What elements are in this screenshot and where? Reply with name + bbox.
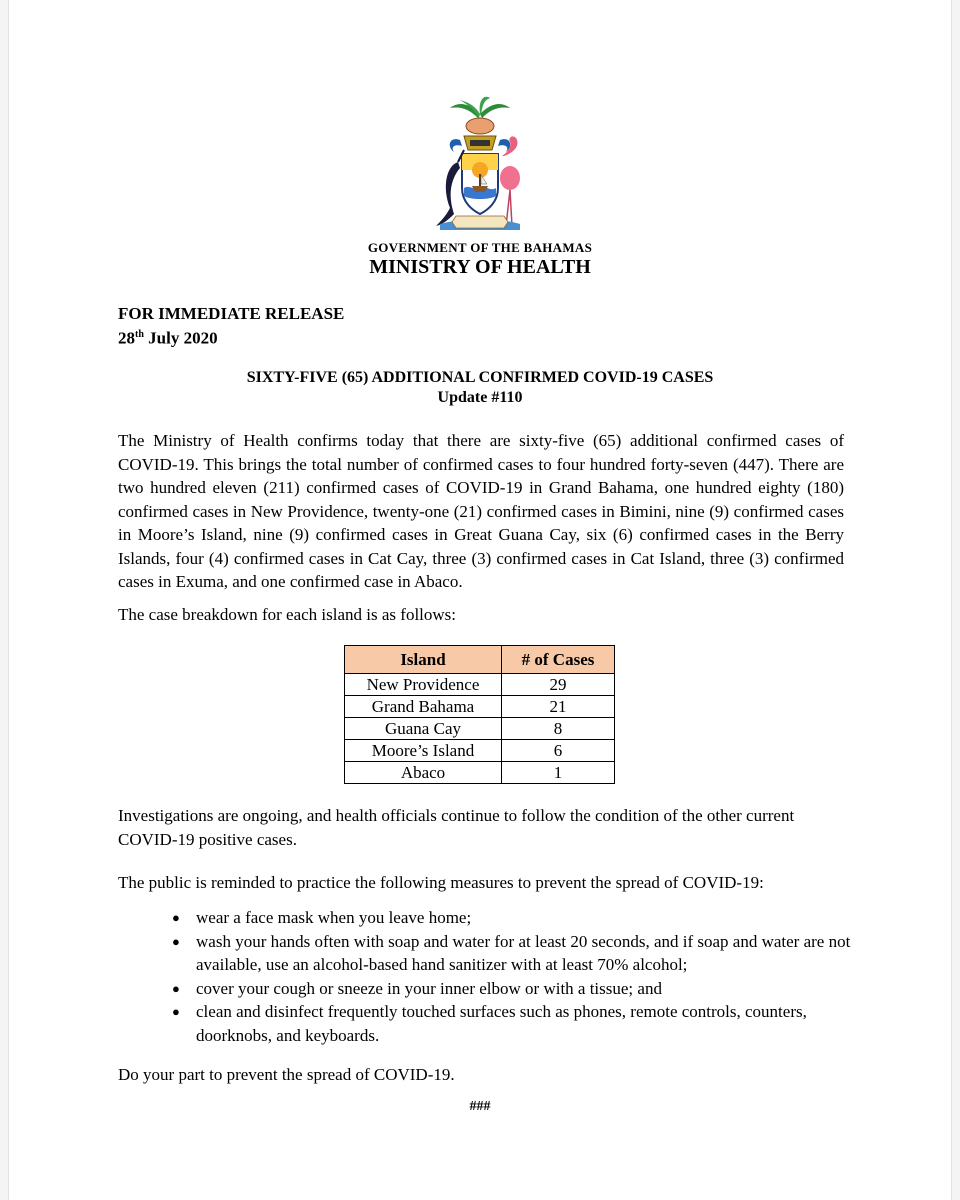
list-item — [172, 906, 852, 930]
cases-cell: 1 — [502, 762, 615, 784]
release-month-year: July 2020 — [148, 328, 218, 348]
table-row — [345, 696, 615, 718]
table-row — [345, 674, 615, 696]
measures-list — [172, 906, 852, 1047]
measure-text: wear a face mask when you leave home; — [196, 908, 472, 927]
bullet-icon: ● — [172, 933, 180, 949]
bullet-icon: ● — [172, 1004, 180, 1019]
reminder-paragraph: The public is reminded to practice the following measures to prevent the spread of COVID-19: — [118, 873, 764, 892]
investigations-paragraph: Investigations are ongoing, and health officials continue to follow the condition of the other current COVID-19 positive cases. — [118, 806, 795, 849]
release-day: 28 — [118, 328, 135, 348]
island-cell: Abaco — [345, 762, 502, 784]
measure-text: wash your hands often with soap and water for at least 20 seconds, and if soap and water are not available, use an alcohol-based hand sanitizer with at least 70% alcohol; — [196, 931, 851, 974]
bullet-icon: ● — [172, 980, 180, 996]
headline — [0, 368, 960, 408]
table-row — [345, 740, 615, 762]
column-header-island: Island — [345, 646, 502, 674]
cases-table — [344, 645, 615, 784]
measure-text: clean and disinfect frequently touched surfaces such as phones, remote controls, counters, doorknobs, and keyboards. — [196, 1002, 807, 1045]
headline-title: SIXTY-FIVE (65) ADDITIONAL CONFIRMED COVID-19 CASES — [246, 369, 714, 386]
island-cell: Guana Cay — [345, 718, 502, 740]
island-cell: Grand Bahama — [345, 696, 502, 718]
bahamas-coat-of-arms-icon — [420, 96, 540, 236]
release-block — [118, 303, 344, 349]
release-label: FOR IMMEDIATE RELEASE — [118, 304, 345, 323]
island-cell: Moore’s Island — [345, 740, 502, 762]
table-row — [345, 762, 615, 784]
table-row — [345, 718, 615, 740]
intro-paragraph: The Ministry of Health confirms today that there are sixty-five (65) additional confirmed cases of COVID-19. This brings the total number of confirmed cases to four hundred forty-seven (447). There are two hundred eleven (211) confirmed cases of COVID-19 in Grand Bahama, one hundred eighty (180) confirmed cases in New Providence, twenty-one (21) confirmed cases in Bimini, nine (9) confirmed cases in Moore’s Island, nine (9) confirmed cases in Great Guana Cay, six (6) confirmed cases in the Berry Islands, four (4) confirmed cases in Cat Cay, three (3) confirmed cases in Cat Island, three (3) confirmed cases in Exuma, and one confirmed case in Abaco. — [118, 431, 844, 591]
table-header-row — [345, 646, 615, 674]
end-mark: ### — [469, 1099, 491, 1114]
column-header-cases: # of Cases — [502, 646, 615, 674]
island-cell: New Providence — [345, 674, 502, 696]
cases-cell: 29 — [502, 674, 615, 696]
headline-update: Update #110 — [437, 389, 523, 406]
release-date — [118, 324, 344, 349]
ministry-title: MINISTRY OF HEALTH — [369, 256, 591, 278]
list-item — [172, 977, 852, 1001]
cases-cell: 8 — [502, 718, 615, 740]
government-title: GOVERNMENT OF THE BAHAMAS — [367, 240, 593, 255]
bullet-icon: ● — [172, 910, 180, 925]
release-day-suffix: th — [135, 329, 144, 340]
list-item — [172, 930, 852, 977]
breakdown-intro: The case breakdown for each island is as follows: — [118, 605, 456, 624]
measure-text: cover your cough or sneeze in your inner elbow or with a tissue; and — [196, 978, 662, 998]
closing-paragraph: Do your part to prevent the spread of COVID-19. — [118, 1065, 455, 1084]
list-item — [172, 1000, 852, 1047]
cases-cell: 6 — [502, 740, 615, 762]
cases-cell: 21 — [502, 696, 615, 718]
